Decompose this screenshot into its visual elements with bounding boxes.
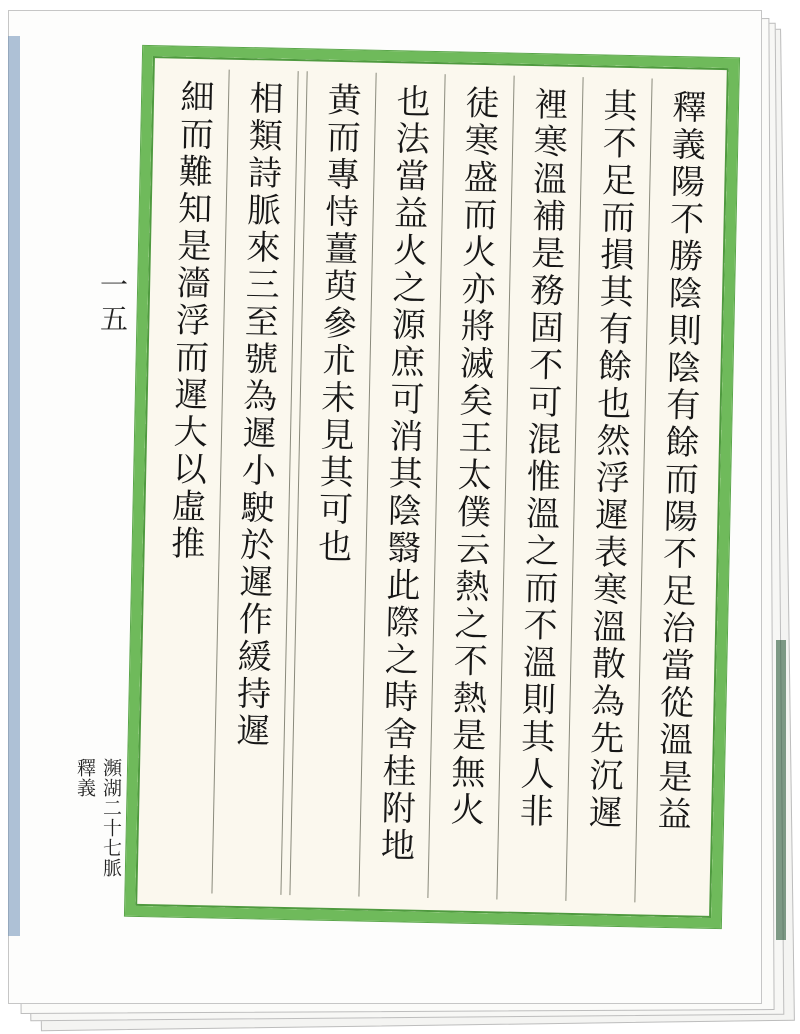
column-text: 也法當益火之源庶可消其陰翳此際之時舍桂附地 [374, 83, 431, 865]
calligraphy-panel [125, 46, 739, 928]
column-text: 裡寒溫補是務固不可混惟溫之而不溫則其人非 [512, 85, 569, 831]
book-title: 瀕湖二十七脈 釋義 [74, 758, 122, 878]
column-text: 其不足而損其有餘也然浮遲表寒溫散為先沉遲 [581, 87, 638, 833]
page-edge-left [8, 36, 20, 936]
text-columns [143, 68, 720, 904]
column-text: 釋義陽不勝陰則陰有餘而陽不足治當從溫是益 [650, 88, 707, 834]
page-edge-right [776, 640, 786, 940]
page-number: 一五 [96, 270, 129, 338]
column-text: 黄而專恃薑萸參朮未見其可也 [311, 81, 362, 566]
column-text: 徒寒盛而火亦將滅矣王太僕云熱之不熱是無火 [443, 84, 500, 830]
column-text: 相類詩脈來三至號為遲小駛於遲作緩持遲 [229, 79, 284, 751]
column-text: 細而難知是濇浮而遲大以虛推 [164, 78, 215, 563]
